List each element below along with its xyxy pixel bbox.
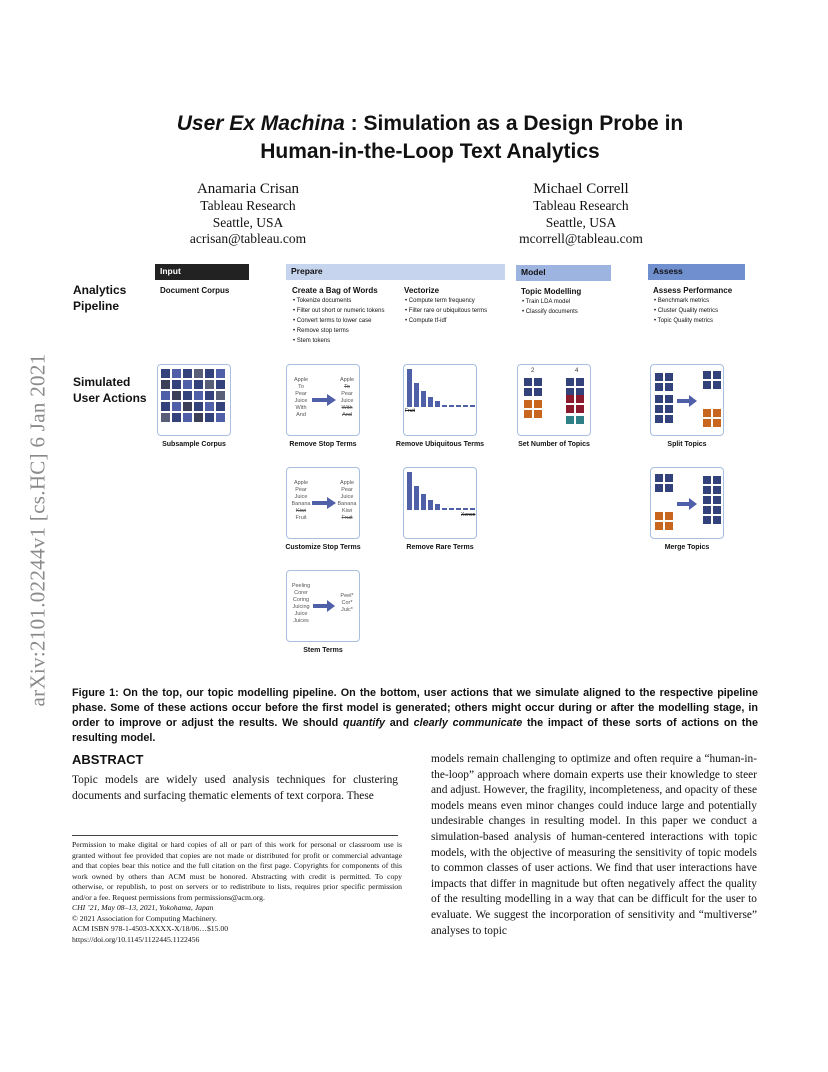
document-cell [172,369,181,378]
document-cell [703,371,711,379]
stage-prepare-header [286,264,505,280]
word: Pear [295,391,307,397]
word-list-before [290,480,312,522]
author-location: Seattle, USA [545,214,617,230]
step-bag-of-words-list [293,296,384,346]
document-cell [566,378,574,386]
document-cell [665,405,673,413]
label-stem-terms: Stem Terms [303,647,343,654]
footnote-copyright: © 2021 Association for Computing Machinery. [72,913,217,923]
term-bar [421,391,426,407]
caption-emphasis: clearly communicate [413,717,523,729]
word: Juices [293,618,309,624]
permission-footnote [72,840,402,945]
document-cell [216,402,225,411]
term-bar [435,504,440,510]
footnote-isbn: ACM ISBN 978-1-4503-XXXX-X/18/06…$15.00 [72,924,229,933]
word: And [296,412,306,418]
topic-number: 2 [531,368,535,374]
document-cell [183,391,192,400]
document-cell [576,395,584,403]
word: Peel* [340,593,354,599]
topic-count-4 [575,368,578,375]
word: Juice [294,398,308,404]
term-bar [463,508,468,510]
card-subsample-corpus [157,364,231,436]
document-cell [194,380,203,389]
document-cell [194,402,203,411]
step-item: • Cluster Quality metrics [654,306,718,316]
document-cell [183,369,192,378]
stage-assess-header [648,264,745,280]
document-cell [534,388,542,396]
label-remove-ubiquitous-terms: Remove Ubiquitous Terms [395,441,485,448]
step-item: • Tokenize documents [293,296,384,306]
arrow-right-icon [676,497,698,511]
author-location: Seattle, USA [212,214,284,230]
author-affiliation: Tableau Research [533,198,629,213]
step-item: • Convert terms to lower case [293,316,384,326]
word-removed: With [341,405,353,411]
word: Apple [293,377,309,383]
document-cell [703,496,711,504]
document-cell [576,378,584,386]
word: Pear [295,487,307,493]
document-cell [205,380,214,389]
document-cell [655,405,663,413]
step-item: • Filter rare or ubiquitous terms [405,306,487,316]
stage-label: Assess [653,266,683,276]
author-name: Michael Correll [533,181,629,197]
document-cell [172,413,181,422]
word: Juicing [292,604,310,610]
label-subsample-corpus: Subsample Corpus [162,441,226,448]
word: Fruit [295,515,307,521]
document-cell [655,415,663,423]
word: Apple [293,480,309,486]
label-remove-rare-terms: Remove Rare Terms [406,544,474,551]
word-list-after [337,593,357,614]
stage-label: Prepare [291,266,323,276]
term-bar [442,508,447,510]
document-cell [566,416,574,424]
word-removed: And [342,412,352,418]
stage-input-header [155,264,249,280]
document-cell [655,474,663,482]
label-customize-stop-terms [268,543,378,552]
document-cell [534,410,542,418]
arrow-right-icon [311,496,337,510]
document-cell [216,380,225,389]
document-cell [194,369,203,378]
term-bar [449,405,454,407]
word-list-after [336,377,358,419]
title-line1-rest: : Simulation as a Design Probe in [344,112,684,135]
document-cell [655,484,663,492]
document-cell [566,405,574,413]
document-cell [665,474,673,482]
step-assess-performance-title: Assess Performance [653,286,733,295]
step-assess-performance-list [654,296,718,326]
word-removed: Xenon [461,512,476,518]
document-cell [703,419,711,427]
document-cell [205,402,214,411]
document-cell [194,413,203,422]
document-cell [655,383,663,391]
author-2 [471,180,691,248]
document-cell [713,506,721,514]
word-removed: Fruit [405,408,415,414]
word: With [295,405,307,411]
author-name: Anamaria Crisan [196,181,300,197]
document-cell [205,369,214,378]
term-bar [428,500,433,510]
footnote-permission: Permission to make digital or hard copies of all or part of this work for personal or classroom use is granted without fee provided that copies are not made or distributed for profit or commercial advantage and that copies bear this notice and the full citation on the first page. Copyrights for components of this work owned by others than ACM must be honored. Abstracting with credit is permitted. To copy otherwise, or republish, to post on servers or to redistribute to lists, requires prior specific permission and/or a fee. Request permissions from permissions@acm.org. [72,840,402,902]
topic-number: 4 [575,368,579,374]
figure-1 [70,262,760,682]
document-cell [703,476,711,484]
caption-label: Figure 1: [72,687,119,699]
word-list-before [290,377,312,419]
document-cell [172,402,181,411]
row-label-line: Simulated [73,375,131,389]
word: Juice [340,494,354,500]
document-cell [524,388,532,396]
document-cell [183,402,192,411]
document-cell [566,395,574,403]
document-cell [216,369,225,378]
abstract-heading: ABSTRACT [72,752,144,767]
document-cell [194,391,203,400]
term-bar [407,369,412,407]
row-label-line: Analytics [73,283,127,297]
footnote-doi[interactable]: https://doi.org/10.1145/1122445.1122456 [72,934,200,944]
document-cell [655,522,663,530]
document-cell [713,516,721,524]
label-set-number-of-topics: Set Number of Topics [518,441,590,448]
document-cell [172,380,181,389]
document-cell [713,496,721,504]
word: Juice [294,494,308,500]
arrow-right-icon [676,394,698,408]
document-cell [161,369,170,378]
document-cell [713,476,721,484]
title-line2: Human-in-the-Loop Text Analytics [260,140,600,163]
caption-text: and [384,717,414,729]
card-split-topics [650,364,724,436]
word: Peeling [291,583,311,589]
caption-text: On the top, our topic modelling pipeline. On the bottom, user actions that we simulate aligned to the respective pipeline phase. Some of these actions occur before the first model is generated; others might occur during or after the modelling stage, in order to improve or adjust the results. We should [72,687,759,729]
document-cell [183,413,192,422]
document-cell [524,410,532,418]
word-rare [461,512,475,519]
term-bar [428,397,433,407]
word: Cor* [341,600,353,606]
word-removed: To [344,384,350,390]
document-cell [534,400,542,408]
document-cell [665,415,673,423]
document-cell [655,373,663,381]
term-bar [470,405,475,407]
word: Corer [294,590,308,596]
arrow-right-icon [312,599,336,613]
arxiv-side-stamp: arXiv:2101.02244v1 [cs.HC] 6 Jan 2021 [25,353,50,707]
term-bar [456,508,461,510]
document-cell [665,512,673,520]
word-ubiquitous [405,408,415,415]
row-label-line: User Actions [73,391,147,405]
stage-label: Input [160,266,181,276]
document-cell [161,402,170,411]
word: Banana [337,501,357,507]
step-item: • Compute tf-idf [405,316,487,326]
document-cell [216,391,225,400]
document-cell [172,391,181,400]
word: To [298,384,304,390]
word: Apple [339,377,355,383]
document-cell [161,380,170,389]
row-label-pipeline [73,282,126,314]
document-cell [703,516,711,524]
document-cell [216,413,225,422]
document-cell [576,405,584,413]
document-cell [713,486,721,494]
author-email[interactable]: mcorrell@tableau.com [519,231,643,246]
document-cell [665,395,673,403]
step-bag-of-words-title: Create a Bag of Words [292,286,378,295]
step-document-corpus: Document Corpus [160,286,230,295]
word-removed: Kiwi [295,508,307,514]
step-item: • Compute term frequency [405,296,487,306]
card-set-number-of-topics [517,364,591,436]
word-list-after [336,480,358,522]
footnote-divider [72,835,398,836]
step-item: • Filter out short or numeric tokens [293,306,384,316]
author-email[interactable]: acrisan@tableau.com [189,231,307,246]
author-affiliation: Tableau Research [200,198,296,213]
document-cell [524,378,532,386]
term-bar [407,472,412,510]
document-cell [703,381,711,389]
document-cell [161,413,170,422]
document-cell [576,416,584,424]
abstract-left-column: Topic models are widely used analysis techniques for clustering documents and surfacing thematic elements of text corpora. These [72,774,398,802]
term-bar [456,405,461,407]
step-item: • Train LDA model [522,297,578,307]
word-removed: Fruit [341,515,353,521]
author-1 [138,180,358,248]
document-cell [655,512,663,520]
caption-text: the impact of these sorts of actions on the resulting model. [72,717,758,744]
word-list-before [289,583,313,625]
row-label-actions [73,374,147,406]
term-bar [414,383,419,407]
document-cell [713,419,721,427]
word: Kiwi [341,508,353,514]
document-cell [665,383,673,391]
term-bar [414,486,419,510]
document-cell [161,391,170,400]
word: Pear [341,487,353,493]
step-item: • Topic Quality metrics [654,316,718,326]
card-remove-ubiquitous-terms [403,364,477,436]
term-bar [421,494,426,510]
document-cell [703,506,711,514]
word: Juice [294,611,308,617]
abstract-right-column: models remain challenging to optimize and often require a “human-in-the-loop” approach where domain experts use their knowledge to steer and adjust. However, the fragility, incompleteness, and opacity of these models means even minor changes could induce large and potentially undesirable changes in resulting model. In this paper we conduct a simulation-based analysis of human-centered interactions with topic models, with the objective of measuring the sensitivity of topic models to common classes of user actions. We find that user interactions have impacts that differ in magnitude but often negatively affect the quality of the resulting modelling in a way that can be difficult for the user to evaluate. We suggest the incorporation of sensitivity and “multiverse” analyses to topic [431,753,757,937]
row-label-line: Pipeline [73,299,120,313]
figure-caption [72,686,758,746]
step-item: • Benchmark metrics [654,296,718,306]
document-cell [655,395,663,403]
document-cell [665,373,673,381]
paper-title [90,110,770,166]
label-remove-stop-terms: Remove Stop Terms [289,441,357,448]
card-remove-rare-terms [403,467,477,539]
term-bar [435,401,440,407]
arrow-right-icon [311,393,337,407]
card-stem-terms [286,570,360,642]
document-cell [205,413,214,422]
step-topic-modelling-list [522,297,578,317]
caption-emphasis: quantify [342,717,385,729]
term-bar [463,405,468,407]
document-cell [524,400,532,408]
term-bar [470,508,475,510]
word: Pear [341,391,353,397]
document-cell [665,522,673,530]
term-bar [449,508,454,510]
card-merge-topics [650,467,724,539]
document-cell [534,378,542,386]
document-cell [713,381,721,389]
label-split-topics: Split Topics [667,441,707,448]
document-cell [703,409,711,417]
step-topic-modelling-title: Topic Modelling [521,287,582,296]
step-vectorize-list [405,296,487,326]
step-item: • Classify documents [522,307,578,317]
document-cell [665,484,673,492]
document-cell [713,371,721,379]
topic-count-2 [531,368,534,375]
card-remove-stop-terms [286,364,360,436]
word: Coring [292,597,310,603]
stage-model-header [516,265,611,281]
word: Banana [291,501,311,507]
card-label-text: Customize Stop Terms [285,544,361,551]
stage-label: Model [521,267,546,277]
document-cell [713,409,721,417]
step-item: • Remove stop terms [293,326,384,336]
title-italic: User Ex Machina [176,112,345,135]
word: Juic* [341,607,353,613]
step-item: • Stem tokens [293,336,384,346]
document-cell [703,486,711,494]
word: Apple [339,480,355,486]
card-customize-stop-terms [286,467,360,539]
step-vectorize-title: Vectorize [404,286,440,295]
document-cell [205,391,214,400]
document-cell [183,380,192,389]
word: Juice [340,398,354,404]
footnote-conference: CHI ’21, May 08–13, 2021, Yokohama, Japan [72,903,214,912]
term-bar [442,405,447,407]
label-merge-topics: Merge Topics [664,544,710,551]
